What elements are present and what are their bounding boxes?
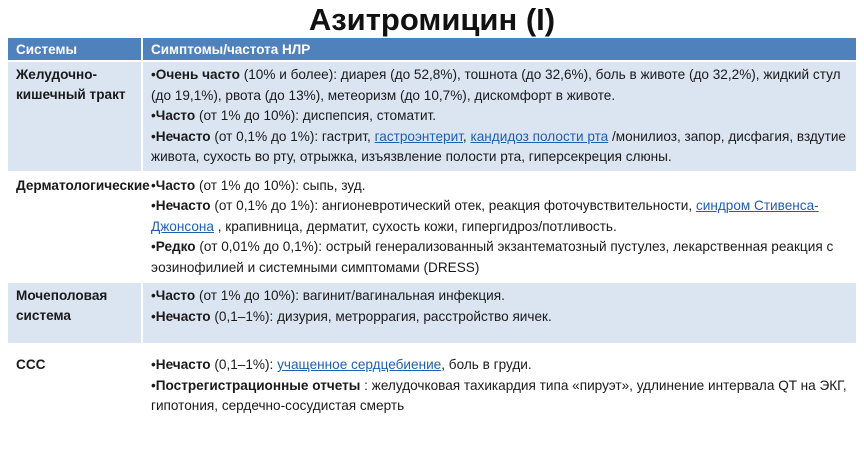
symptom-line: •Пострегистрационные отчеты : желудочковая тахикардия типа «пируэт», удлинение интервала QT на ЭКГ, гипотония, сердечно-сосудистая смерть bbox=[151, 377, 847, 413]
link-gastroenteritis[interactable]: гастроэнтерит bbox=[374, 128, 463, 144]
link-oral-candidiasis[interactable]: кандидоз полости рта bbox=[470, 128, 609, 144]
symptom-text: (от 0,01% до 0,1%): острый генерализованный экзантематозный пустулез, лекарственная реакция с эозинофилией и системными симптомами (DRESS) bbox=[151, 239, 834, 275]
symptom-text: (от 1% до 10%): диспепсия, стоматит. bbox=[195, 108, 437, 123]
symptom-line: •Нечасто (0,1–1%): учащенное сердцебиение, боль в груди. bbox=[151, 357, 532, 372]
symptom-line: •Очень часто (10% и более): диарея (до 52,8%), тошнота (до 32,6%), боль в животе (до 32,2%), жидкий стул (до 19,1%), рвота (до 13%), метеоризм (до 10,7%), дискомфорт в животе. bbox=[151, 67, 841, 103]
symptom-line: •Редко (от 0,01% до 0,1%): острый генерализованный экзантематозный пустулез, лекарственная реакция с эозинофилией и системными симптомами (DRESS) bbox=[151, 239, 834, 275]
system-cell: Мочеполовая система bbox=[8, 282, 142, 344]
symptom-text: /монилиоз, запор, дисфагия, вздутие живота, сухость во рту, отрыжка, изъязвление полости рта, гиперсекреция слюны. bbox=[151, 128, 846, 164]
symptoms-cell bbox=[142, 61, 856, 172]
frequency-term: Часто bbox=[155, 288, 196, 303]
table-row-genitourinary bbox=[8, 282, 856, 344]
slide-title: Азитромицин (I) bbox=[308, 2, 556, 37]
table-row-gi bbox=[8, 61, 856, 172]
table-header-row bbox=[8, 38, 856, 61]
system-cell: Желудочно-кишечный тракт bbox=[8, 61, 142, 172]
adverse-reactions-table bbox=[8, 38, 856, 434]
table-row-cardiovascular bbox=[8, 344, 856, 434]
symptom-text: (от 0,1% до 1%): гастрит, bbox=[210, 128, 375, 144]
frequency-term: Нечасто bbox=[155, 308, 211, 324]
link-palpitations[interactable]: учащенное сердцебиение bbox=[277, 357, 442, 372]
system-cell: Дерматологические bbox=[8, 172, 142, 283]
symptom-line: •Часто (от 1% до 10%): вагинит/вагинальная инфекция. bbox=[151, 288, 505, 303]
table-row-dermatological bbox=[8, 172, 856, 283]
symptom-line: •Часто (от 1% до 10%): сыпь, зуд. bbox=[151, 177, 366, 193]
symptom-text: , bbox=[462, 128, 471, 144]
symptom-text: (0,1–1%): bbox=[210, 357, 278, 372]
frequency-term: Нечасто bbox=[155, 128, 211, 144]
frequency-term: Часто bbox=[155, 108, 196, 123]
symptom-text: , крапивница, дерматит, сухость кожи, гипергидроз/потливость. bbox=[213, 218, 617, 234]
frequency-term: Часто bbox=[155, 177, 196, 193]
header-systems: Системы bbox=[8, 38, 142, 61]
symptoms-cell bbox=[142, 344, 856, 434]
header-symptoms: Симптомы/частота НЛР bbox=[142, 38, 856, 61]
symptoms-cell bbox=[142, 172, 856, 283]
frequency-term: Очень часто bbox=[155, 67, 240, 82]
frequency-term: Нечасто bbox=[155, 357, 211, 372]
symptom-text: (от 1% до 10%): сыпь, зуд. bbox=[195, 177, 366, 193]
symptom-text: (0,1–1%): дизурия, метроррагия, расстройство яичек. bbox=[210, 308, 552, 324]
symptom-text: (от 1% до 10%): вагинит/вагинальная инфекция. bbox=[195, 288, 505, 303]
link-stevens-johnson[interactable]: синдром Стивенса-Джонсона bbox=[151, 198, 819, 234]
system-cell: ССС bbox=[8, 344, 142, 434]
symptom-text: (10% и более): диарея (до 52,8%), тошнота (до 32,6%), боль в животе (до 32,2%), жидкий стул (до 19,1%), рвота (до 13%), метеоризм (до 10,7%), дискомфорт в животе. bbox=[151, 67, 841, 103]
symptom-line: •Нечасто (0,1–1%): дизурия, метроррагия, расстройство яичек. bbox=[151, 308, 552, 324]
frequency-term: Нечасто bbox=[155, 198, 211, 213]
symptom-line: •Нечасто (от 0,1% до 1%): гастрит, гастроэнтерит, кандидоз полости рта /монилиоз, запор, дисфагия, вздутие живота, сухость во рту, отрыжка, изъязвление полости рта, гиперсекреция слюны. bbox=[151, 128, 846, 164]
frequency-term: Редко bbox=[155, 239, 196, 254]
symptom-text: , боль в груди. bbox=[441, 357, 532, 372]
symptoms-cell bbox=[142, 282, 856, 344]
symptom-line: •Часто (от 1% до 10%): диспепсия, стоматит. bbox=[151, 108, 437, 123]
symptom-text: (от 0,1% до 1%): ангионевротический отек, реакция фоточувствительности, bbox=[210, 198, 696, 213]
symptom-text: : желудочковая тахикардия типа «пируэт», удлинение интервала QT на ЭКГ, гипотония, сердечно-сосудистая смерть bbox=[151, 377, 847, 413]
symptom-line: •Нечасто (от 0,1% до 1%): ангионевротический отек, реакция фоточувствительности, синдром Стивенса-Джонсона , крапивница, дерматит, сухость кожи, гипергидроз/потливость. bbox=[151, 198, 819, 234]
frequency-term: Пострегистрационные отчеты bbox=[155, 377, 361, 393]
